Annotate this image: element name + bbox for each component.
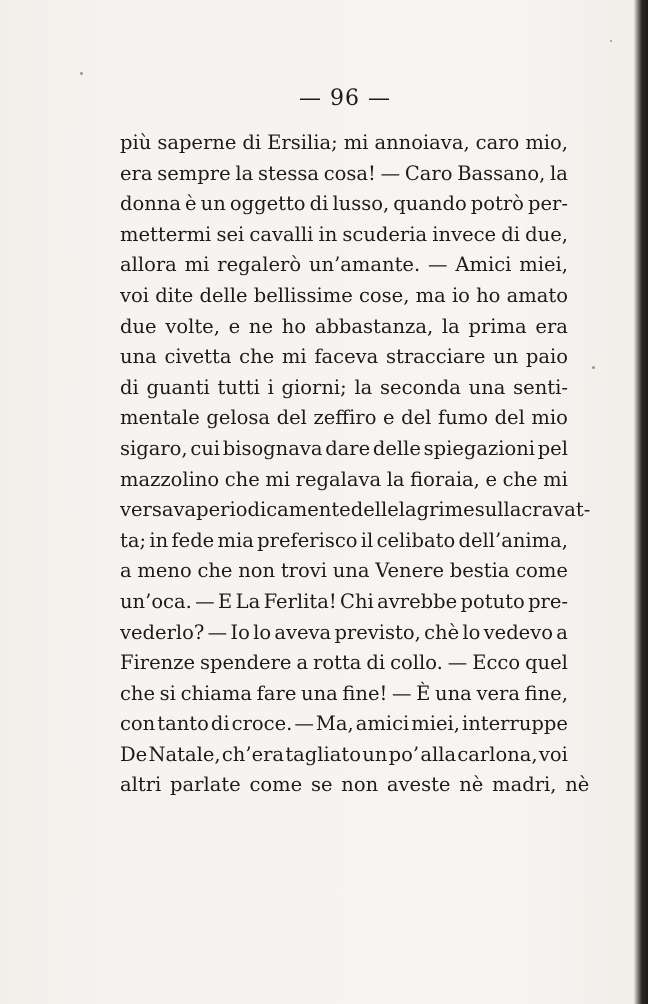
text-word: meno [137, 559, 192, 583]
text-word: abbastanza, [314, 314, 434, 338]
text-line [120, 281, 568, 312]
text-word: interruppe [462, 712, 568, 736]
text-word: tutti [217, 375, 260, 399]
text-word: guanti [146, 375, 210, 399]
text-word: saperne [157, 131, 237, 154]
text-word: mazzolino [120, 467, 220, 491]
text-line [120, 403, 568, 434]
text-word: chiama [180, 681, 253, 705]
text-word: di [210, 712, 230, 736]
text-word: per- [528, 192, 568, 216]
text-word: mentale [120, 406, 200, 430]
text-word: avrebbe [377, 589, 458, 613]
text-word: la [386, 467, 405, 491]
text-word: io [451, 283, 470, 307]
text-word: annoiava, [374, 131, 470, 154]
text-word: con [120, 712, 156, 736]
text-line [120, 312, 568, 343]
text-word: caro [475, 131, 520, 154]
text-word: di [501, 222, 520, 246]
text-word: vederlo? [120, 620, 205, 644]
text-word: cavalli [249, 222, 314, 246]
paper-speck [592, 366, 595, 369]
text-word: E [218, 589, 233, 613]
text-word: nè [459, 773, 484, 797]
text-word: i [267, 375, 274, 399]
text-word: parlate [170, 773, 241, 797]
text-word: mio, [525, 131, 568, 154]
text-word: se [310, 773, 333, 797]
text-word: Ferlita! [263, 589, 337, 613]
text-word: celibato [376, 528, 456, 552]
text-word: fine, [524, 681, 568, 705]
text-word: allora [120, 253, 177, 277]
text-line [120, 709, 568, 740]
text-word: una [332, 559, 370, 583]
text-word: è [185, 192, 197, 216]
text-word: regalava [295, 467, 382, 491]
text-word: ta; [120, 528, 147, 552]
text-word: un’oca. [120, 589, 192, 613]
text-word: cose, [358, 283, 410, 307]
text-line [120, 128, 568, 159]
text-word: era [120, 161, 153, 185]
text-word: preferisco [257, 528, 358, 552]
text-word: giorni; [281, 375, 347, 399]
text-word: il [360, 528, 374, 552]
text-word: un [362, 742, 388, 766]
text-word: alla [420, 742, 457, 766]
text-word: volte, [165, 314, 220, 338]
text-line [120, 465, 568, 496]
text-word: la [235, 161, 254, 185]
text-word: mio [531, 406, 568, 430]
text-word: versava [120, 498, 197, 522]
text-word: non [238, 559, 276, 583]
text-word: come [249, 773, 303, 797]
text-word: — [447, 651, 468, 675]
text-word: e [485, 467, 497, 491]
paper-speck [80, 72, 83, 75]
text-word: La [235, 589, 261, 613]
text-word: voi [120, 283, 149, 307]
text-word: periodicamente [196, 498, 351, 522]
text-word: una [468, 375, 506, 399]
text-word: un [200, 192, 226, 216]
text-word: — [207, 620, 228, 644]
text-word: donna [120, 192, 181, 216]
text-word: chè [424, 620, 460, 644]
text-word: a [556, 620, 568, 644]
text-word: potrò [470, 192, 524, 216]
text-word: delle [199, 283, 248, 307]
text-word: po’ [388, 742, 420, 766]
text-line [120, 373, 568, 404]
text-word: che [197, 559, 233, 583]
text-word: cosa! [323, 161, 376, 185]
text-word: che [502, 467, 538, 491]
text-word: — [195, 589, 215, 613]
text-word: ch’era [221, 742, 285, 766]
text-word: fumo [437, 406, 488, 430]
text-word: quando [393, 192, 467, 216]
text-word: del [276, 406, 307, 430]
text-word: prima [468, 314, 527, 338]
text-word: a [120, 559, 132, 583]
text-word: di [120, 375, 139, 399]
text-word: paio [525, 345, 568, 369]
text-word: che [120, 681, 156, 705]
text-word: Io [230, 620, 250, 644]
text-word: cravat- [521, 498, 591, 522]
text-word: che [239, 345, 275, 369]
text-line [120, 220, 568, 251]
text-word: e [228, 314, 241, 338]
text-word: — [380, 161, 401, 185]
text-word: Bassano, [457, 161, 546, 185]
text-word: di [309, 192, 329, 216]
text-word: del [401, 406, 432, 430]
text-word: dare [325, 436, 371, 460]
text-word: — [428, 253, 448, 277]
text-word: delle [372, 436, 421, 460]
text-word: faceva [314, 345, 379, 369]
text-word: un [493, 345, 519, 369]
text-word: una [120, 345, 157, 369]
text-word: mi [184, 253, 210, 277]
text-word: altri [120, 773, 162, 797]
text-word: croce. [231, 712, 293, 736]
text-word: vedevo [483, 620, 553, 644]
text-line [120, 526, 568, 557]
text-word: la [354, 375, 373, 399]
text-word: bestia [449, 559, 510, 583]
text-word: Firenze [120, 651, 196, 675]
text-word: una [301, 681, 338, 705]
text-word: ho [476, 283, 501, 307]
text-line [120, 495, 591, 526]
text-word: vera [476, 681, 520, 705]
text-word: Ecco [472, 651, 521, 675]
text-word: gelosa [206, 406, 271, 430]
text-word: ma [415, 283, 446, 307]
text-word: De [120, 742, 148, 766]
text-word: sei [216, 222, 245, 246]
text-word: mettermi [120, 222, 212, 246]
text-word: fioraia, [410, 467, 480, 491]
text-line [120, 648, 568, 679]
text-word: mi [343, 131, 369, 154]
text-word: pre- [528, 589, 568, 613]
text-word: amato [506, 283, 568, 307]
text-word: lagrime [398, 498, 475, 522]
text-line [120, 250, 568, 281]
text-word: civetta [164, 345, 232, 369]
text-word: sigaro, [120, 436, 188, 460]
text-word: due, [525, 222, 568, 246]
text-word: ho [281, 314, 307, 338]
text-word: fede [171, 528, 215, 552]
text-word: Amici [455, 253, 512, 277]
text-word: bisognava [222, 436, 323, 460]
text-word: in [149, 528, 169, 552]
text-word: quel [525, 651, 568, 675]
text-word: nè [565, 773, 590, 797]
text-word: spendere [199, 651, 292, 675]
text-word: ne [248, 314, 274, 338]
text-word: del [494, 406, 525, 430]
text-word: oggetto [229, 192, 306, 216]
text-word: più [120, 131, 152, 154]
text-word: in [318, 222, 338, 246]
text-word: carlona, [457, 742, 538, 766]
text-word: che [224, 467, 260, 491]
text-word: rotta [313, 651, 362, 675]
text-word: di [242, 131, 262, 154]
text-line [120, 342, 568, 373]
text-word: dite [155, 283, 194, 307]
text-line [120, 556, 568, 587]
text-word: bellissime [253, 283, 353, 307]
text-word: miei, [411, 712, 460, 736]
text-line [120, 434, 568, 465]
text-word: due [120, 314, 157, 338]
text-word: regalerò [217, 253, 302, 277]
text-word: lo [462, 620, 481, 644]
text-word: dell’anima, [458, 528, 568, 552]
text-word: sulla [474, 498, 522, 522]
text-word: potuto [460, 589, 525, 613]
text-word: Ersilia; [267, 131, 338, 154]
text-word: amici [355, 712, 410, 736]
text-word: mia [217, 528, 254, 552]
text-line [120, 740, 568, 771]
text-word: fare [256, 681, 297, 705]
text-word: un’amante. [308, 253, 421, 277]
text-word: Chi [340, 589, 374, 613]
text-word: mi [543, 467, 568, 491]
body-text [120, 128, 591, 801]
text-word: miei, [519, 253, 568, 277]
text-word: tanto [157, 712, 209, 736]
text-word: la [441, 314, 460, 338]
text-word: una [435, 681, 472, 705]
text-word: stessa [257, 161, 319, 185]
text-word: previsto, [334, 620, 421, 644]
text-word: si [159, 681, 176, 705]
text-word: Natale, [148, 742, 221, 766]
page-edge-shadow [634, 0, 648, 1004]
text-word: cui [190, 436, 221, 460]
text-word: fine! [342, 681, 388, 705]
text-line [120, 587, 568, 618]
text-word: stracciare [386, 345, 486, 369]
text-line [120, 679, 568, 710]
text-word: Caro [404, 161, 453, 185]
text-word: lusso, [332, 192, 390, 216]
text-word: È [416, 681, 431, 705]
text-word: Venere [375, 559, 444, 583]
text-word: a [296, 651, 309, 675]
text-word: collo. [390, 651, 443, 675]
text-word: senti- [513, 375, 568, 399]
text-word: Ma, [315, 712, 354, 736]
text-word: era [535, 314, 568, 338]
text-word: — [392, 681, 412, 705]
text-word: non [341, 773, 379, 797]
text-word: sempre [157, 161, 231, 185]
text-word: lo [253, 620, 272, 644]
text-line [120, 189, 568, 220]
text-word: invece [432, 222, 497, 246]
text-word: aveva [274, 620, 332, 644]
text-word: pel [537, 436, 568, 460]
text-word: zeffiro [313, 406, 377, 430]
text-word: di [366, 651, 386, 675]
text-word: scuderia [342, 222, 428, 246]
text-word: trovi [280, 559, 327, 583]
text-word: madri, [492, 773, 557, 797]
text-word: come [515, 559, 568, 583]
page-number: — 96 — [299, 86, 391, 111]
text-line [120, 159, 568, 190]
text-word: mi [265, 467, 291, 491]
text-word: e [383, 406, 395, 430]
text-word: tagliato [285, 742, 361, 766]
text-word: mi [281, 345, 307, 369]
paper-speck [610, 40, 612, 42]
text-line [120, 618, 568, 649]
text-word: voi [538, 742, 568, 766]
text-line [120, 770, 590, 801]
text-word: la [550, 161, 568, 185]
text-word: spiegazioni [423, 436, 536, 460]
text-word: aveste [386, 773, 451, 797]
text-word: — [294, 712, 314, 736]
text-word: seconda [380, 375, 461, 399]
text-word: delle [350, 498, 399, 522]
